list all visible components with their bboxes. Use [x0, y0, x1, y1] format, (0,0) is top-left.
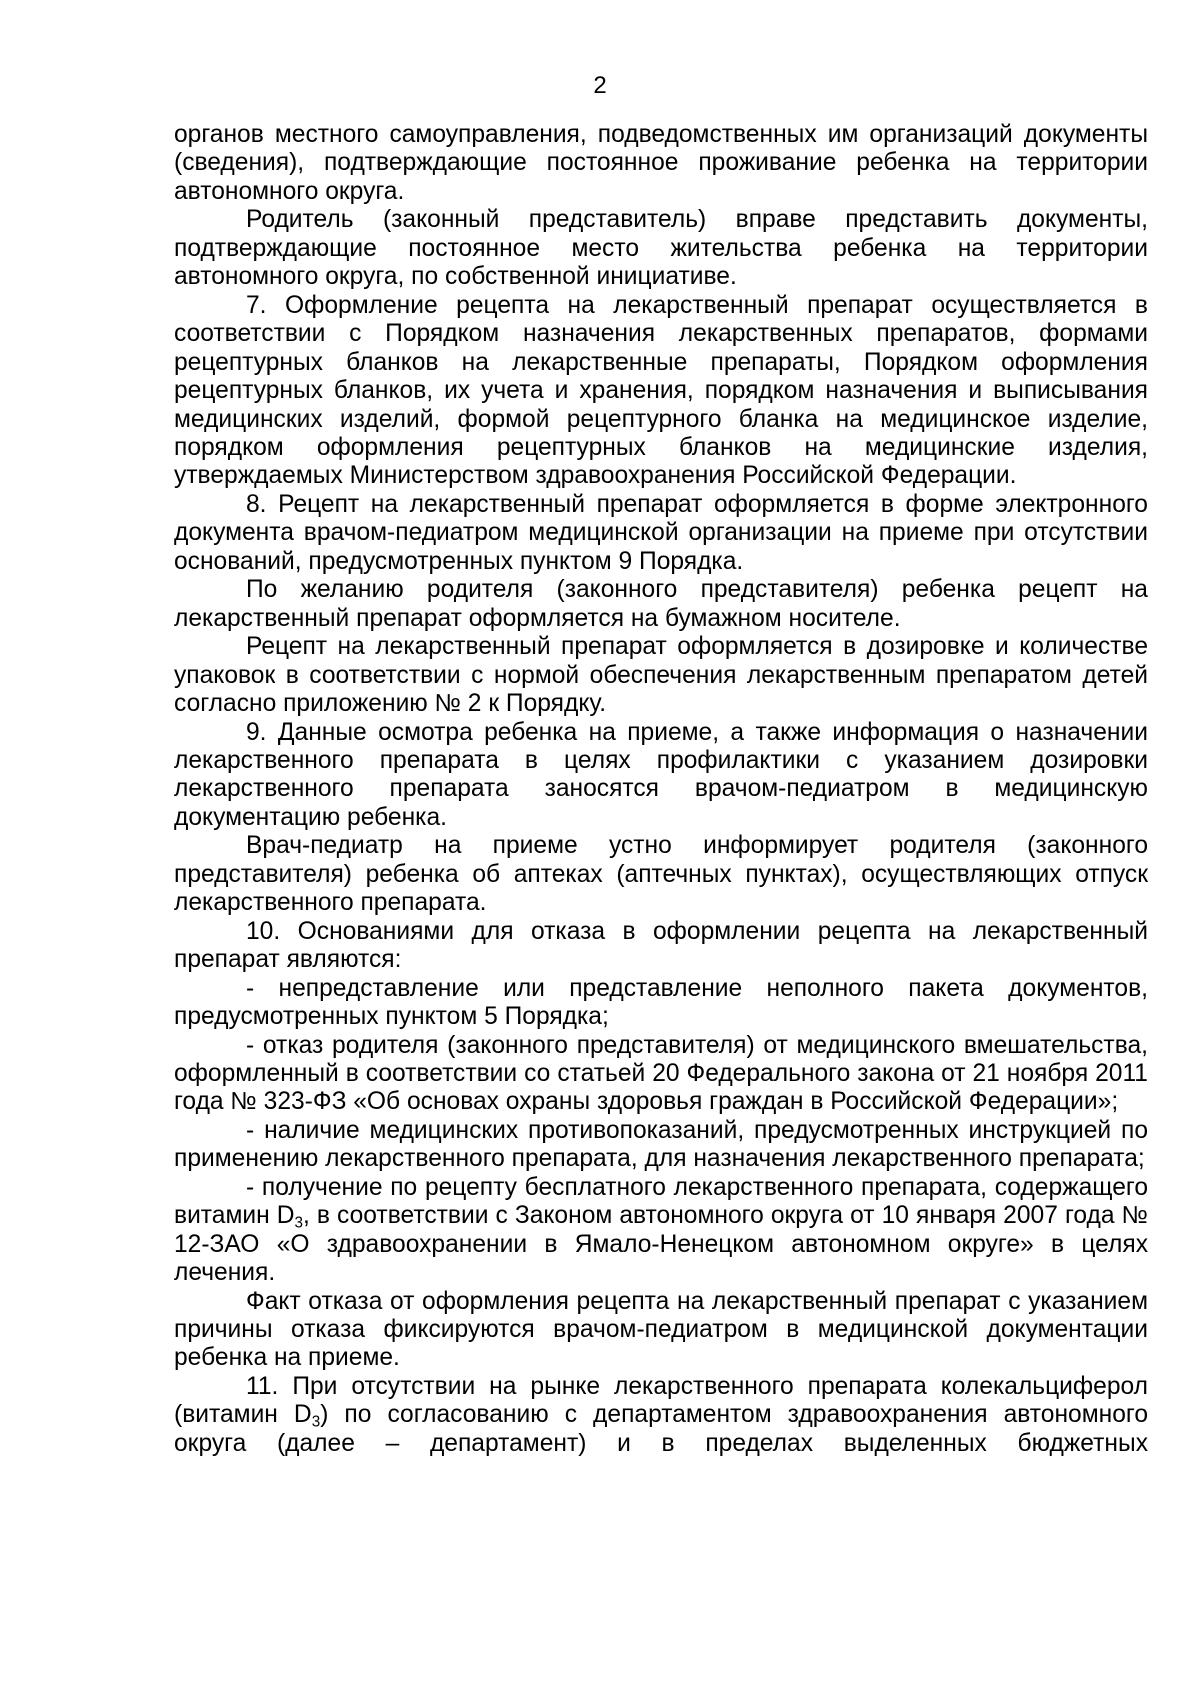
list-item-refusal-intervention: - отказ родителя (законного представителя) от медицинского вмешательства, оформленный в соответствии со статьей 20 Федерального закона от 21 ноября 2011 года № 323-ФЗ «Об основах охраны здоровья граждан в Российской Федерации»;	[174, 1031, 1148, 1116]
text-segment: - получение по рецепту бесплатного лекарственного препарата, содержащего витамин D	[174, 1173, 1148, 1230]
text-segment: 11. При отсутствии на рынке лекарственного препарата колекальциферол (витамин D	[174, 1372, 1148, 1429]
paragraph-refusal-fact: Факт отказа от оформления рецепта на лекарственный препарат с указанием причины отказа фиксируются врачом-педиатром в медицинской документации ребенка на приеме.	[174, 1287, 1148, 1372]
paragraph-paper-prescription: По желанию родителя (законного представителя) ребенка рецепт на лекарственный препарат оформляется на бумажном носителе.	[174, 576, 1148, 632]
subscript: 3	[311, 1413, 321, 1431]
paragraph-item-11	[174, 1373, 1148, 1458]
paragraph-parent-right: Родитель (законный представитель) вправе представить документы, подтверждающие постоянное место жительства ребенка на территории автономного округа, по собственной инициативе.	[174, 206, 1148, 291]
paragraph-pharmacy-info: Врач-педиатр на приеме устно информирует родителя (законного представителя) ребенка об аптеках (аптечных пунктах), осуществляющих отпуск лекарственного препарата.	[174, 832, 1148, 917]
list-item-vitamin-prescription	[174, 1174, 1148, 1288]
text-segment: , в соответствии с Законом автономного округа от 10 января 2007 года № 12-ЗАО «О здравоохранении в Ямало-Ненецком автономном округе» в целях лечения.	[174, 1202, 1148, 1287]
list-item-incomplete-documents: - непредставление или представление неполного пакета документов, предусмотренных пунктом 5 Порядка;	[174, 974, 1148, 1031]
subscript: 3	[294, 1214, 304, 1232]
page-number: 2	[593, 72, 607, 99]
paragraph-item-10: 10. Основаниями для отказа в оформлении рецепта на лекарственный препарат являются:	[174, 917, 1148, 974]
paragraph-continuation: органов местного самоуправления, подведомственных им организаций документы (сведения), подтверждающие постоянное проживание ребенка на территории автономного округа.	[174, 121, 1148, 205]
paragraph-dosage: Рецепт на лекарственный препарат оформляется в дозировке и количестве упаковок в соответствии с нормой обеспечения лекарственным препаратом детей согласно приложению № 2 к Порядку.	[174, 633, 1148, 718]
document-body	[174, 121, 1148, 1458]
paragraph-item-7: 7. Оформление рецепта на лекарственный препарат осуществляется в соответствии с Порядком назначения лекарственных препаратов, формами рецептурных бланков на лекарственные препараты, Порядком оформления рецептурных бланков, их учета и хранения, порядком назначения и выписывания медицинских изделий, формой рецептурного бланка на медицинское изделие, порядком оформления рецептурных бланков на медицинские изделия, утверждаемых Министерством здравоохранения Российской Федерации.	[174, 291, 1148, 490]
text-segment: ) по согласованию с департаментом здравоохранения автономного округа (далее – департамент) и в пределах выделенных бюджетных	[174, 1401, 1148, 1457]
paragraph-item-9: 9. Данные осмотра ребенка на приеме, а также информация о назначении лекарственного препарата в целях профилактики с указанием дозировки лекарственного препарата заносятся врачом-педиатром в медицинскую документацию ребенка.	[174, 718, 1148, 831]
list-item-contraindications: - наличие медицинских противопоказаний, предусмотренных инструкцией по применению лекарственного препарата, для назначения лекарственного препарата;	[174, 1116, 1148, 1173]
paragraph-item-8: 8. Рецепт на лекарственный препарат оформляется в форме электронного документа врачом-педиатром медицинской организации на приеме при отсутствии оснований, предусмотренных пунктом 9 Порядка.	[174, 490, 1148, 575]
